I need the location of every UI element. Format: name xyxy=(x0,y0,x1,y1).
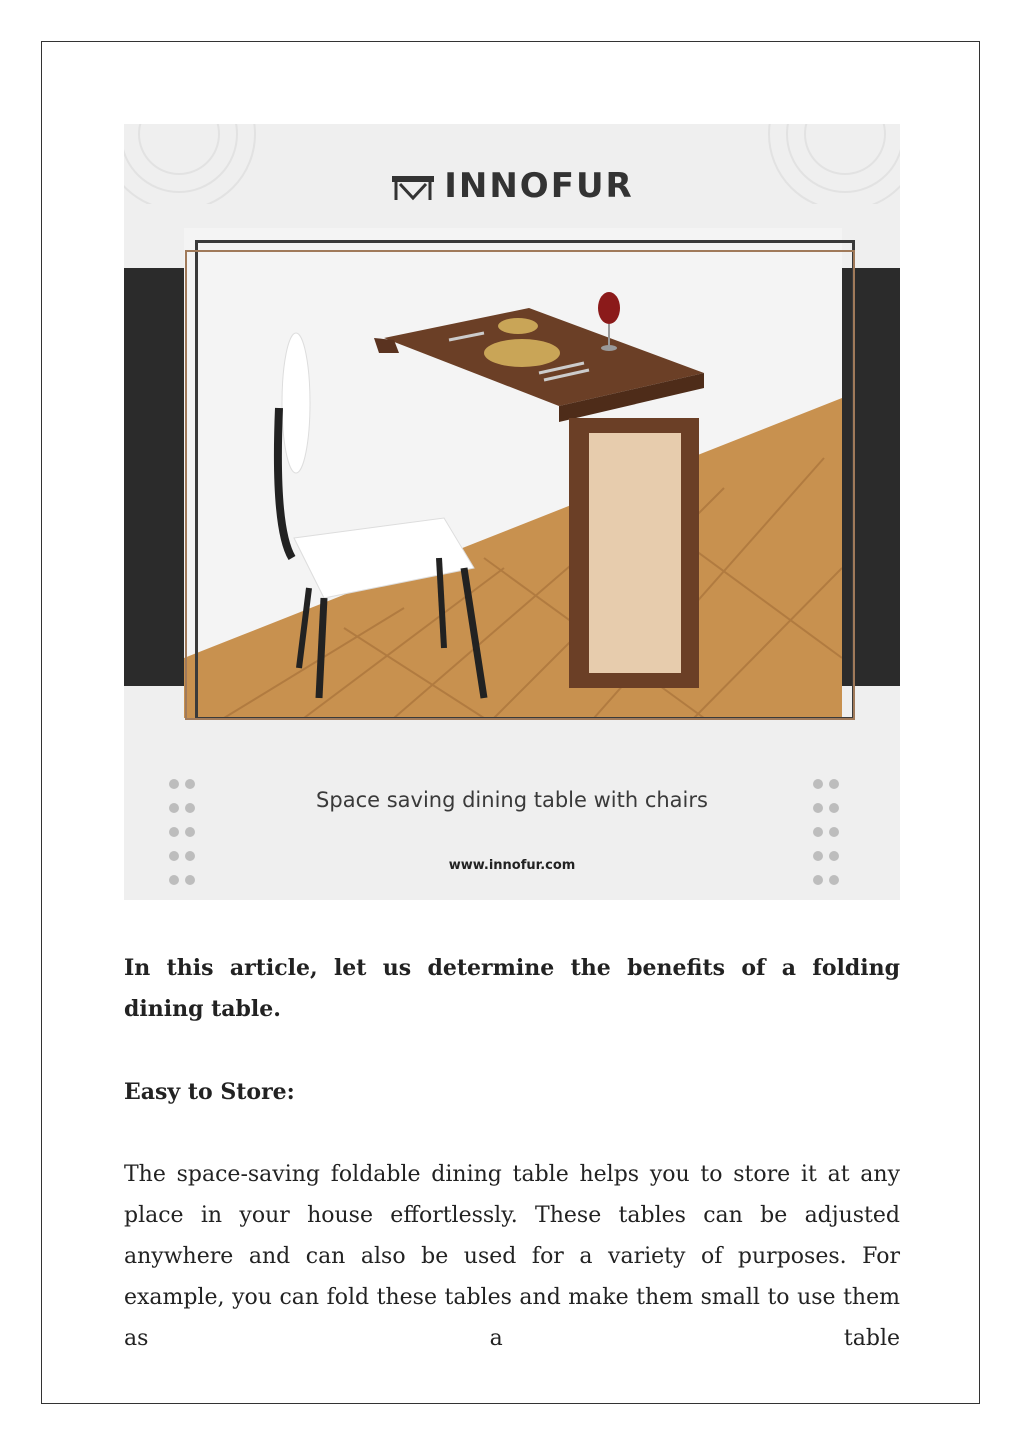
article-lead: In this article, let us determine the benefits of a folding dining table. xyxy=(124,955,900,1022)
banner-image xyxy=(124,124,900,900)
section-heading: Easy to Store: xyxy=(124,1079,295,1105)
brand-name: INNOFUR xyxy=(444,166,634,206)
brand-logo-icon xyxy=(390,174,436,202)
frame-outline-accent xyxy=(185,250,855,720)
article-paragraph: The space-saving foldable dining table helps you to store it at any place in your house effortlessly. These tables can be adjusted anywhere and can also be used for a variety of purposes. For example, you can fold these tables and make them small to use them as a table xyxy=(124,1162,900,1351)
banner-url: www.innofur.com xyxy=(448,858,576,873)
brand-logo xyxy=(124,166,900,206)
banner-caption: Space saving dining table with chairs xyxy=(316,788,708,812)
